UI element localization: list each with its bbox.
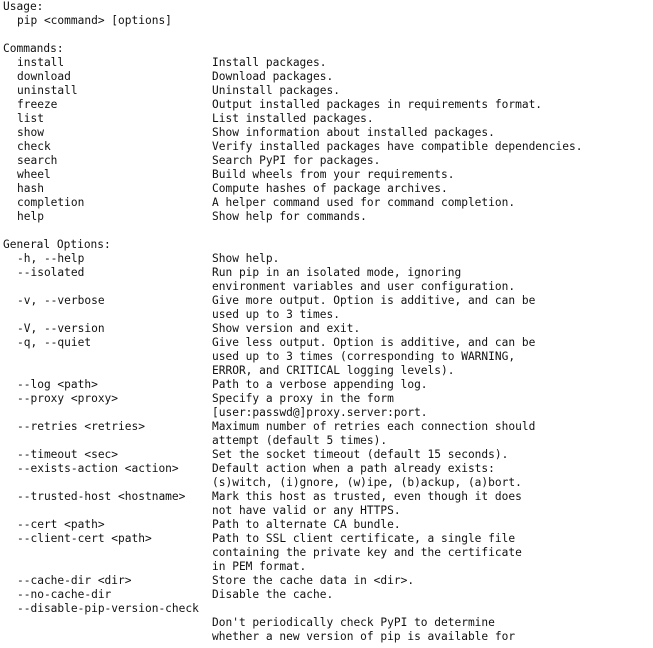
option-row-description: [user:passwd@]proxy.server:port. <box>212 406 428 419</box>
option-row-description: Disable the cache. <box>212 588 334 601</box>
command-row-name: search <box>17 154 58 167</box>
option-row-name: --exists-action <action> <box>17 462 179 475</box>
option-row-name: --cache-dir <dir> <box>17 574 132 587</box>
command-row <box>3 210 651 224</box>
option-row <box>3 364 651 378</box>
command-row-name: completion <box>17 196 85 209</box>
option-row-description: Path to alternate CA bundle. <box>212 518 401 531</box>
option-row <box>3 616 651 630</box>
command-row <box>3 70 651 84</box>
command-row-description: Search PyPI for packages. <box>212 154 381 167</box>
command-row-description: Uninstall packages. <box>212 84 340 97</box>
general-options-heading: General Options: <box>3 238 111 251</box>
usage-line-row <box>3 14 651 28</box>
option-row <box>3 392 651 406</box>
option-row-description: Show help. <box>212 252 280 265</box>
blank-line <box>3 28 651 42</box>
command-row <box>3 196 651 210</box>
command-row <box>3 84 651 98</box>
usage-line: pip <command> [options] <box>17 14 172 27</box>
option-row-name: --timeout <sec> <box>17 448 119 461</box>
command-row-name: check <box>17 140 51 153</box>
option-row <box>3 336 651 350</box>
option-row-name: --trusted-host <hostname> <box>17 490 186 503</box>
option-row <box>3 406 651 420</box>
option-row-name: --disable-pip-version-check <box>17 602 199 615</box>
option-row-name: --retries <retries> <box>17 420 145 433</box>
command-row-name: help <box>17 210 44 223</box>
command-row-name: wheel <box>17 168 51 181</box>
option-row-description: (s)witch, (i)gnore, (w)ipe, (b)ackup, (a)bort. <box>212 476 522 489</box>
command-row <box>3 154 651 168</box>
option-row-name: -h, --help <box>17 252 85 265</box>
option-row-description: Store the cache data in <dir>. <box>212 574 415 587</box>
command-row-description: Show help for commands. <box>212 210 367 223</box>
command-row-name: freeze <box>17 98 58 111</box>
option-row <box>3 350 651 364</box>
option-row <box>3 574 651 588</box>
option-row-name: -V, --version <box>17 322 105 335</box>
option-row-description: Specify a proxy in the form <box>212 392 394 405</box>
option-row-name: --proxy <proxy> <box>17 392 119 405</box>
command-row-name: show <box>17 126 44 139</box>
command-row-description: Output installed packages in requirements format. <box>212 98 543 111</box>
option-row-description: containing the private key and the certificate <box>212 546 522 559</box>
command-row-name: download <box>17 70 71 83</box>
option-row <box>3 462 651 476</box>
option-row-description: Path to a verbose appending log. <box>212 378 428 391</box>
option-row-description: Give more output. Option is additive, and can be <box>212 294 536 307</box>
option-row-description: attempt (default 5 times). <box>212 434 388 447</box>
command-row <box>3 168 651 182</box>
option-row-name: --isolated <box>17 266 85 279</box>
option-row <box>3 490 651 504</box>
option-row-description: Default action when a path already exists: <box>212 462 495 475</box>
option-row-name: -v, --verbose <box>17 294 105 307</box>
command-row-description: Download packages. <box>212 70 334 83</box>
option-row <box>3 434 651 448</box>
option-row <box>3 378 651 392</box>
option-row-description: Mark this host as trusted, even though it does <box>212 490 522 503</box>
option-row-name: --cert <path> <box>17 518 105 531</box>
option-row-description: whether a new version of pip is available for <box>212 630 516 643</box>
command-row-description: A helper command used for command completion. <box>212 196 516 209</box>
option-row-description: Show version and exit. <box>212 322 361 335</box>
option-row <box>3 560 651 574</box>
commands-heading: Commands: <box>3 42 64 55</box>
commands-list <box>3 56 651 224</box>
option-row <box>3 532 651 546</box>
option-row <box>3 518 651 532</box>
option-row <box>3 476 651 490</box>
terminal-output <box>3 0 651 648</box>
option-row <box>3 420 651 434</box>
command-row-description: Show information about installed packages. <box>212 126 495 139</box>
option-row-description: Don't periodically check PyPI to determine <box>212 616 495 629</box>
command-row-description: List installed packages. <box>212 112 374 125</box>
option-row-description: in PEM format. <box>212 560 307 573</box>
option-row-description: Maximum number of retries each connection should <box>212 420 536 433</box>
option-row <box>3 630 651 644</box>
command-row <box>3 56 651 70</box>
command-row-name: list <box>17 112 44 125</box>
command-row-description: Verify installed packages have compatible dependencies. <box>212 140 583 153</box>
option-row <box>3 322 651 336</box>
command-row-description: Compute hashes of package archives. <box>212 182 448 195</box>
option-row <box>3 294 651 308</box>
command-row-name: hash <box>17 182 44 195</box>
option-row-description: Path to SSL client certificate, a single file <box>212 532 516 545</box>
command-row-name: uninstall <box>17 84 78 97</box>
command-row-name: install <box>17 56 65 69</box>
option-row <box>3 252 651 266</box>
option-row <box>3 448 651 462</box>
option-row-description: Run pip in an isolated mode, ignoring <box>212 266 462 279</box>
command-row-description: Install packages. <box>212 56 327 69</box>
option-row <box>3 504 651 518</box>
option-row-description: used up to 3 times. <box>212 308 340 321</box>
option-row-name: --no-cache-dir <box>17 588 112 601</box>
option-row-description: used up to 3 times (corresponding to WARNING, <box>212 350 516 363</box>
option-row-description: not have valid or any HTTPS. <box>212 504 401 517</box>
option-row-name: -q, --quiet <box>17 336 92 349</box>
command-row <box>3 140 651 154</box>
option-row-description: Set the socket timeout (default 15 seconds). <box>212 448 509 461</box>
option-row <box>3 602 651 616</box>
command-row <box>3 112 651 126</box>
usage-heading: Usage: <box>3 0 44 13</box>
command-row-description: Build wheels from your requirements. <box>212 168 455 181</box>
option-row-description: environment variables and user configuration. <box>212 280 516 293</box>
option-row-name: --log <path> <box>17 378 98 391</box>
option-row <box>3 546 651 560</box>
command-row <box>3 98 651 112</box>
blank-line <box>3 224 651 238</box>
option-row <box>3 266 651 280</box>
option-row-name: --client-cert <path> <box>17 532 152 545</box>
option-row <box>3 588 651 602</box>
general-options-list <box>3 252 651 644</box>
option-row <box>3 308 651 322</box>
command-row <box>3 126 651 140</box>
option-row <box>3 280 651 294</box>
command-row <box>3 182 651 196</box>
option-row-description: Give less output. Option is additive, and can be <box>212 336 536 349</box>
option-row-description: ERROR, and CRITICAL logging levels). <box>212 364 455 377</box>
